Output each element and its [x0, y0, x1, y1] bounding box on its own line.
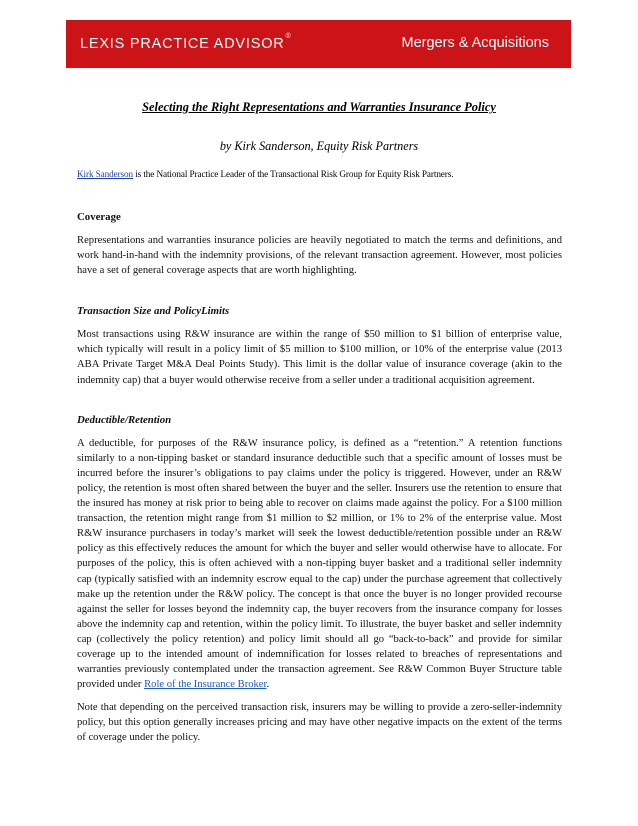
header-banner	[66, 20, 571, 68]
coverage-heading: Coverage	[77, 211, 121, 223]
deductible-heading: Deductible/Retention	[77, 413, 172, 426]
deductible-paragraph	[77, 436, 562, 693]
brand-logo	[80, 33, 292, 52]
coverage-paragraph: Representations and warranties insurance policies are heavily negotiated to match the terms and definitions, and work hand-in-hand with the indemnity provisions, of the relevant transaction agreement. However, most policies have a set of general coverage aspects that are worth highlighting.	[77, 235, 562, 277]
article-body	[77, 210, 562, 746]
brand-name: LEXIS PRACTICE ADVISOR	[80, 36, 285, 52]
zero-indemnity-note: Note that depending on the perceived transaction risk, insurers may be willing to provide a zero-seller-indemnity policy, but this option generally increases pricing and may have other negative impacts on the extent of the terms of coverage under the policy.	[77, 702, 562, 744]
deductible-text: A deductible, for purposes of the R&W insurance policy, is defined as a “retention.” A retention functions similarly to a non-tipping basket or standard insurance deductible such that a specific amount of losses must be incurred before the insurer’s obligations to pay claims under the policy is triggered. However, under an R&W policy, the retention is most often shared between the buyer and the seller. Insurers use the retention to ensure that the insured has money at risk prior to being able to recover on claims made against the policy. For a $100 million transaction, the retention might range from $1 million to $2 million, or 1% to 2% of the enterprise value. Most R&W insurance purchasers in today’s market will seek the lowest deductible/retention possible under an R&W policy as this effectively reduces the amount for which the buyer and seller would otherwise have to allocate. For purposes of the policy, this is often achieved with a non-tipping buyer basket and a traditional seller indemnity cap (typically satisfied with an indemnity escrow equal to the cap) under the purchase agreement that collectively make up the retention under the R&W policy. The concept is that once the buyer is no longer provided recourse against the seller for losses beyond the indemnity cap, the buyer recovers from the insurance company for losses above the indemnity cap and retention, within the policy limit. To illustrate, the buyer basket and seller indemnity cap (collectively the policy retention) and policy limit should all go “back-to-back” and provide for similar coverage up to the intended amount of indemnification for losses related to breaches of representations and warranties previously contemplated under the transaction agreement. See R&W Common Buyer Structure table provided under	[77, 437, 562, 691]
insurance-broker-link[interactable]: Role of the Insurance Broker	[144, 679, 267, 691]
article-title: Selecting the Right Representations and Warranties Insurance Policy	[142, 100, 496, 114]
practice-area-label: Mergers & Acquisitions	[401, 35, 549, 51]
transaction-size-paragraph: Most transactions using R&W insurance are within the range of $50 million to $1 billion of enterprise value, which typically will result in a policy limit of $5 million to $100 million, or 10% of the enterprise value (2013 ABA Private Target M&A Deal Points Study). This limit is the dollar value of insurance coverage (akin to the indemnity cap) that a buyer would otherwise receive from a seller under a traditional acquisition agreement.	[77, 329, 562, 386]
transaction-size-heading: Transaction Size and PolicyLimits	[77, 305, 230, 318]
author-link[interactable]: Kirk Sanderson	[77, 169, 134, 179]
author-desc-text: is the National Practice Leader of the Transactional Risk Group for Equity Risk Partners.	[133, 169, 454, 179]
deductible-text-end: .	[266, 679, 270, 691]
author-description	[77, 169, 567, 179]
registered-mark: ®	[285, 33, 292, 40]
article-byline: by Kirk Sanderson, Equity Risk Partners	[219, 139, 419, 153]
